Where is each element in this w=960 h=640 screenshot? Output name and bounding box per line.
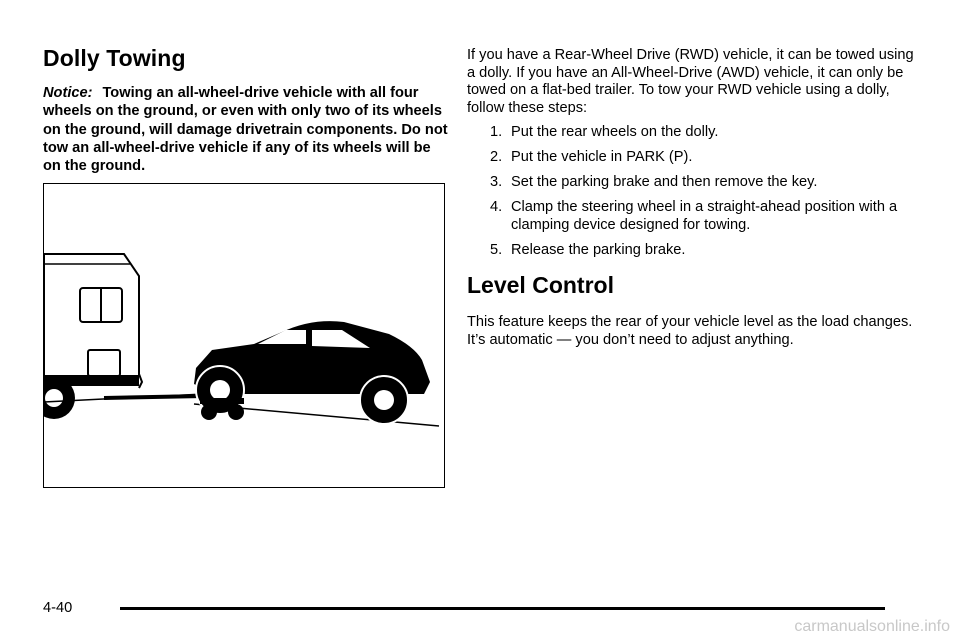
- notice-label: Notice:: [43, 85, 93, 101]
- step-text: Put the vehicle in PARK (P).: [511, 149, 693, 165]
- step-text: Set the parking brake and then remove the key.: [511, 174, 818, 190]
- step-number: 1.: [490, 124, 503, 140]
- step-text: Clamp the steering wheel in a straight-ahead position with a clamping device designed for towing.: [511, 199, 898, 233]
- notice-paragraph: [43, 84, 448, 175]
- towing-steps-list: [467, 124, 917, 259]
- watermark: carmanualsonline.info: [794, 618, 950, 635]
- step-number: 5.: [490, 241, 503, 258]
- motorhome-icon: [44, 254, 142, 419]
- step-text: Put the rear wheels on the dolly.: [511, 124, 719, 140]
- notice-text: Towing an all-wheel-drive vehicle with all four wheels on the ground, or even with only two of its wheels on the ground, will damage drivetrain components. Do not tow an all-wheel-drive vehicle if any of its wheels will be on the ground.: [43, 85, 448, 175]
- list-item: [467, 199, 917, 234]
- page-number: 4-40: [43, 600, 73, 616]
- step-number: 4.: [490, 199, 503, 215]
- dolly-towing-illustration: [43, 183, 445, 488]
- left-column: [43, 44, 448, 175]
- footer-rule: [120, 607, 885, 610]
- list-item: [467, 242, 917, 260]
- page-footer: [43, 598, 888, 618]
- step-text: Release the parking brake.: [511, 241, 686, 258]
- section-heading-dolly-towing: Dolly Towing: [43, 45, 186, 71]
- list-item: [467, 174, 917, 192]
- level-control-paragraph: This feature keeps the rear of your vehicle level as the load changes. It’s automatic — you don’t need to adjust anything.: [467, 314, 913, 348]
- section-heading-level-control: Level Control: [467, 272, 614, 298]
- list-item: [467, 124, 917, 142]
- list-item: [467, 149, 917, 167]
- intro-paragraph: If you have a Rear-Wheel Drive (RWD) vehicle, it can be towed using a dolly. If you have an All-Wheel-Drive (AWD) vehicle, it can only be towed on a flat-bed trailer. To tow your RWD vehicle using a dolly, follow these steps:: [467, 47, 914, 116]
- step-number: 3.: [490, 174, 503, 190]
- step-number: 2.: [490, 149, 503, 165]
- right-column: [467, 47, 917, 349]
- dolly-towing-drawing: [44, 184, 444, 487]
